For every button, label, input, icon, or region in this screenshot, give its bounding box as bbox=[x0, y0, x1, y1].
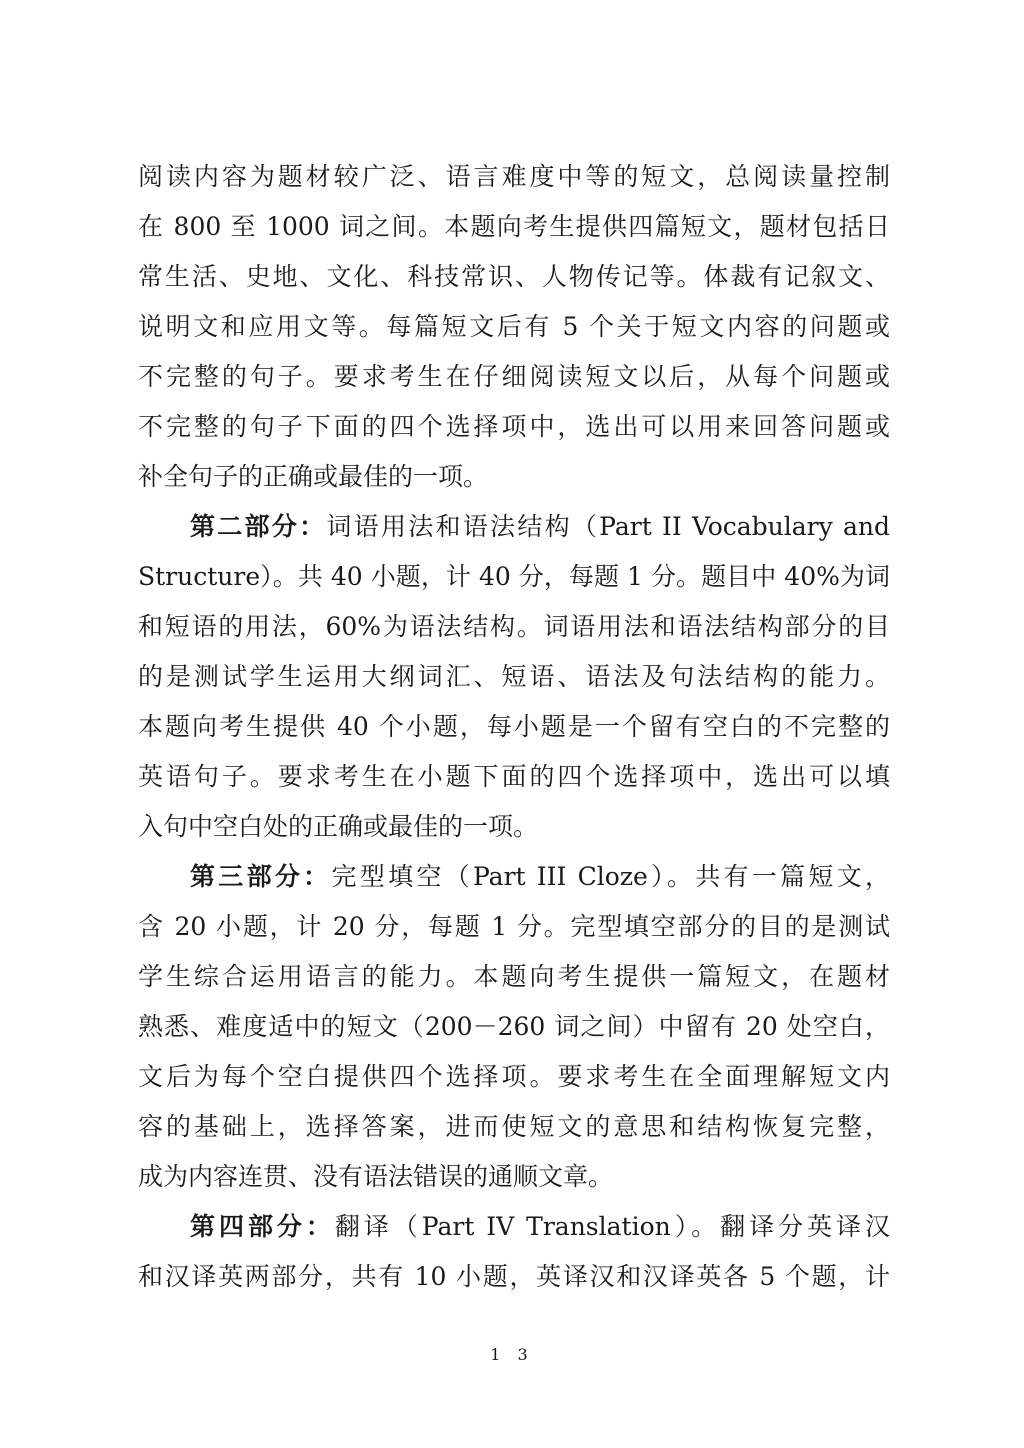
text-line bbox=[138, 502, 890, 552]
text-line: 的是测试学生运用大纲词汇、短语、语法及句法结构的能力。 bbox=[138, 662, 890, 691]
text-span: 翻译（Part IV Translation）。翻译分英译汉 bbox=[334, 1212, 890, 1241]
text-line: 熟悉、难度适中的短文（200－260 词之间）中留有 20 处空白， bbox=[138, 1012, 890, 1041]
section-heading: 第二部分： bbox=[190, 512, 327, 541]
text-line: 英语句子。要求考生在小题下面的四个选择项中，选出可以填 bbox=[138, 762, 890, 791]
text-line: 说明文和应用文等。每篇短文后有 5 个关于短文内容的问题或 bbox=[138, 312, 890, 341]
text-line bbox=[138, 852, 890, 902]
section-heading: 第四部分： bbox=[190, 1212, 335, 1241]
text-line: 阅读内容为题材较广泛、语言难度中等的短文，总阅读量控制 bbox=[138, 162, 890, 191]
text-line: 学生综合运用语言的能力。本题向考生提供一篇短文，在题材 bbox=[138, 962, 890, 991]
text-line: 不完整的句子。要求考生在仔细阅读短文以后，从每个问题或 bbox=[138, 362, 890, 391]
text-line: 补全句子的正确或最佳的一项。 bbox=[138, 462, 489, 491]
text-line: 常生活、史地、文化、科技常识、人物传记等。体裁有记叙文、 bbox=[138, 262, 890, 291]
page-number: 1 3 bbox=[490, 1345, 534, 1364]
paragraph-translation bbox=[138, 1202, 890, 1302]
text-line: 在 800 至 1000 词之间。本题向考生提供四篇短文，题材包括日 bbox=[138, 212, 890, 241]
paragraph-reading bbox=[138, 152, 890, 502]
text-line: 含 20 小题，计 20 分，每题 1 分。完型填空部分的目的是测试 bbox=[138, 912, 890, 941]
text-line: 容的基础上，选择答案，进而使短文的意思和结构恢复完整， bbox=[138, 1112, 890, 1141]
text-line: 不完整的句子下面的四个选择项中，选出可以用来回答问题或 bbox=[138, 412, 890, 441]
paragraph-vocabulary-structure bbox=[138, 502, 890, 852]
text-span: 完型填空（Part III Cloze）。共有一篇短文， bbox=[331, 862, 890, 891]
text-line: Structure）。共 40 小题，计 40 分，每题 1 分。题目中 40%为词 bbox=[138, 562, 890, 591]
text-line: 本题向考生提供 40 个小题，每小题是一个留有空白的不完整的 bbox=[138, 712, 890, 741]
text-line: 入句中空白处的正确或最佳的一项。 bbox=[138, 812, 539, 841]
text-line: 成为内容连贯、没有语法错误的通顺文章。 bbox=[138, 1162, 614, 1191]
body-text bbox=[138, 152, 890, 1302]
section-heading: 第三部分： bbox=[190, 862, 332, 891]
text-line: 和短语的用法，60%为语法结构。词语用法和语法结构部分的目 bbox=[138, 612, 890, 641]
text-span: 词语用法和语法结构（Part II Vocabulary and bbox=[326, 512, 890, 541]
text-line bbox=[138, 1202, 890, 1252]
paragraph-cloze bbox=[138, 852, 890, 1202]
text-line: 文后为每个空白提供四个选择项。要求考生在全面理解短文内 bbox=[138, 1062, 890, 1091]
text-line: 和汉译英两部分，共有 10 小题，英译汉和汉译英各 5 个题，计 bbox=[138, 1262, 890, 1291]
